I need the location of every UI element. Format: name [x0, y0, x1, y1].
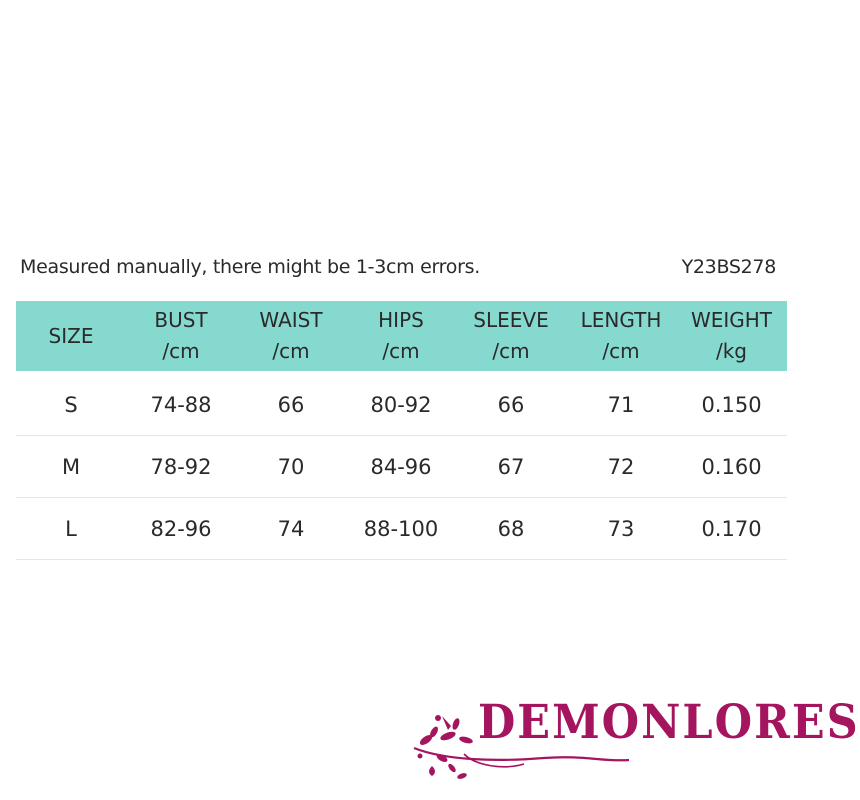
header-label: BUST	[154, 308, 208, 332]
cell-hips: 80-92	[346, 374, 456, 436]
cell-length: 73	[566, 498, 676, 560]
cell-sleeve: 68	[456, 498, 566, 560]
header-label: WAIST	[259, 308, 323, 332]
cell-hips: 84-96	[346, 436, 456, 498]
header-unit: /cm	[602, 339, 640, 363]
header-unit: /cm	[492, 339, 530, 363]
product-code: Y23BS278	[681, 256, 776, 278]
measurement-note: Measured manually, there might be 1-3cm errors.	[20, 256, 480, 278]
table-row	[16, 498, 787, 560]
cell-bust: 78-92	[126, 436, 236, 498]
cell-waist: 74	[236, 498, 346, 560]
cell-bust: 82-96	[126, 498, 236, 560]
header-label: SIZE	[48, 323, 94, 348]
header-unit: /kg	[715, 339, 747, 363]
table-header-row	[16, 301, 787, 371]
cell-weight: 0.160	[676, 436, 787, 498]
cell-waist: 66	[236, 374, 346, 436]
cell-weight: 0.170	[676, 498, 787, 560]
header-unit: /cm	[272, 339, 310, 363]
cell-weight: 0.150	[676, 374, 787, 436]
header-unit: /cm	[382, 339, 420, 363]
header-length	[566, 301, 676, 371]
header-bust	[126, 301, 236, 371]
header-label: LENGTH	[580, 308, 662, 332]
brand-logo	[404, 696, 860, 786]
cell-hips: 88-100	[346, 498, 456, 560]
header-label: HIPS	[378, 308, 424, 332]
header-weight	[676, 301, 787, 371]
cell-length: 72	[566, 436, 676, 498]
table-row	[16, 374, 787, 436]
header-unit: /cm	[162, 339, 200, 363]
header-label: WEIGHT	[690, 308, 773, 332]
header-label: SLEEVE	[473, 308, 549, 332]
cell-waist: 70	[236, 436, 346, 498]
cell-size: L	[16, 498, 126, 560]
cell-bust: 74-88	[126, 374, 236, 436]
header-hips	[346, 301, 456, 371]
size-chart-table	[16, 301, 787, 560]
header-waist	[236, 301, 346, 371]
table-row	[16, 436, 787, 498]
cell-size: S	[16, 374, 126, 436]
cell-sleeve: 66	[456, 374, 566, 436]
brand-name: DEMONLORES	[478, 696, 860, 750]
header-sleeve	[456, 301, 566, 371]
cell-sleeve: 67	[456, 436, 566, 498]
cell-size: M	[16, 436, 126, 498]
cell-length: 71	[566, 374, 676, 436]
header-size	[16, 301, 126, 371]
